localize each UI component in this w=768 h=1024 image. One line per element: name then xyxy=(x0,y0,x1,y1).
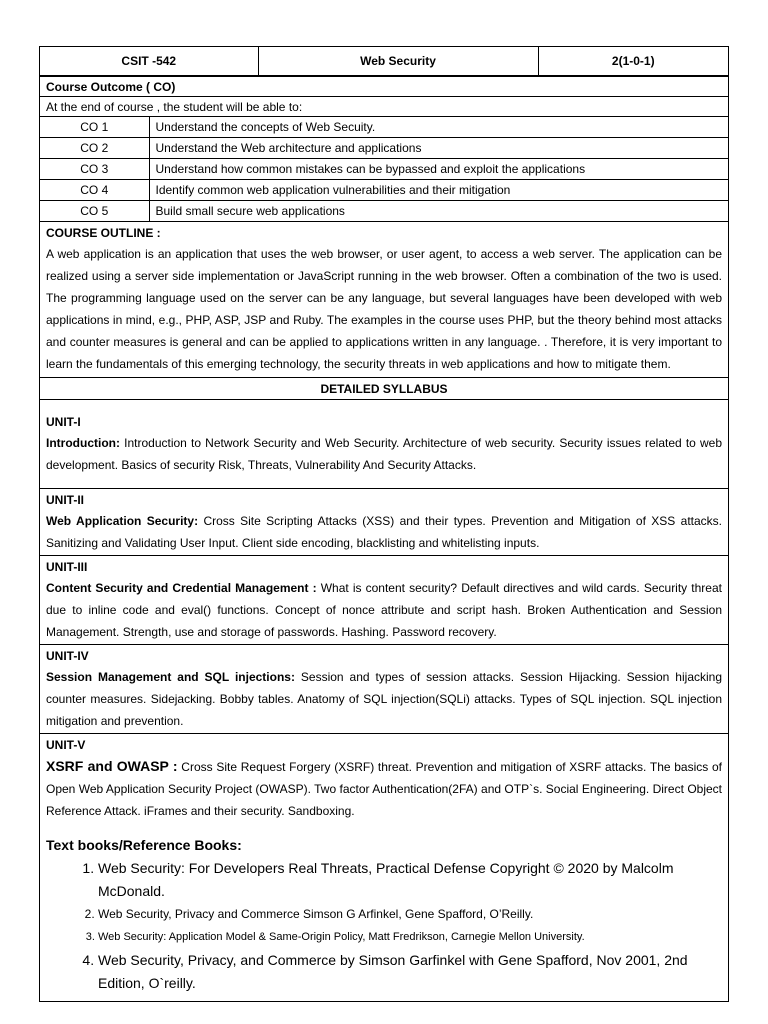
book-item: 2. Web Security, Privacy and Commerce Simson G Arfinkel, Gene Spafford, O’Reilly. xyxy=(98,903,722,926)
unit-title: UNIT-I xyxy=(46,415,81,429)
book-item: 1. Web Security: For Developers Real Threats, Practical Defense Copyright © 2020 by Malcolm McDonald. xyxy=(98,857,722,903)
unit-topic: XSRF and OWASP : xyxy=(46,758,178,774)
co-code: CO 4 xyxy=(40,180,149,201)
co-row xyxy=(40,180,728,201)
course-title: Web Security xyxy=(258,47,538,76)
course-outcome-table xyxy=(40,116,728,222)
course-outcome-heading: Course Outcome ( CO) xyxy=(40,76,728,96)
co-code: CO 1 xyxy=(40,117,149,138)
co-text: Understand how common mistakes can be bypassed and exploit the applications xyxy=(149,159,728,180)
unit-body xyxy=(46,755,722,822)
reference-books-list xyxy=(46,857,722,995)
unit-topic: Session Management and SQL injections: xyxy=(46,670,295,684)
unit-text: Session and types of session attacks. Session Hijacking. Session hijacking counter measures. Sidejacking. Bobby tables. Anatomy of SQL injection(SQLi) attacks. Types of SQL injection. SQL injection mitigation and prevention. xyxy=(46,670,723,728)
unit-section xyxy=(40,733,728,823)
unit-body xyxy=(46,577,722,643)
co-row xyxy=(40,159,728,180)
co-code: CO 5 xyxy=(40,201,149,222)
unit-topic: Web Application Security: xyxy=(46,514,199,528)
unit-section xyxy=(40,399,728,488)
unit-title: UNIT-V xyxy=(46,738,86,752)
book-item: 3. Web Security: Application Model & Same-Origin Policy, Matt Fredrikson, Carnegie Mellon University. xyxy=(98,926,722,949)
reference-books-heading: Text books/Reference Books: xyxy=(46,837,242,853)
unit-topic: Content Security and Credential Management : xyxy=(46,581,317,595)
co-text: Identify common web application vulnerabilities and their mitigation xyxy=(149,180,728,201)
co-row xyxy=(40,117,728,138)
book-item: 4. Web Security, Privacy, and Commerce by Simson Garfinkel with Gene Spafford, Nov 2001, 2nd Edition, O`reilly. xyxy=(98,949,722,995)
course-outline-heading: COURSE OUTLINE : xyxy=(46,226,161,240)
unit-section xyxy=(40,644,728,733)
unit-title: UNIT-III xyxy=(46,560,88,574)
unit-body xyxy=(46,510,722,554)
course-code: CSIT -542 xyxy=(40,47,258,76)
unit-topic: Introduction: xyxy=(46,436,120,450)
unit-text: What is content security? Default directives and wild cards. Security threat due to inline code and eval() functions. Concept of nonce attribute and script hash. Broken Authentication and Session Management. Strength, use and storage of passwords. Hashing. Password recovery. xyxy=(46,581,722,639)
unit-title: UNIT-II xyxy=(46,493,84,507)
co-code: CO 3 xyxy=(40,159,149,180)
course-credits: 2(1-0-1) xyxy=(538,47,728,76)
unit-text: Cross Site Request Forgery (XSRF) threat. Prevention and mitigation of XSRF attacks. The basics of Open Web Application Security Project (OWASP). Two factor Authentication(2FA) and OTP`s. Social Engineering. Direct Object Reference Attack. iFrames and their security. Sandboxing. xyxy=(46,760,722,818)
unit-text: Introduction to Network Security and Web Security. Architecture of web security. Security issues related to web development. Basics of security Risk, Threats, Vulnerability And Security Attacks. xyxy=(46,436,722,472)
co-text: Build small secure web applications xyxy=(149,201,728,222)
unit-title: UNIT-IV xyxy=(46,649,89,663)
course-outcome-intro: At the end of course , the student will be able to: xyxy=(40,96,728,116)
syllabus-document xyxy=(39,46,729,1002)
co-row xyxy=(40,201,728,222)
unit-body xyxy=(46,666,722,732)
course-header-table xyxy=(40,47,728,76)
co-text: Understand the Web architecture and applications xyxy=(149,138,728,159)
detailed-syllabus-heading: DETAILED SYLLABUS xyxy=(40,377,728,399)
unit-body xyxy=(46,432,722,476)
co-text: Understand the concepts of Web Secuity. xyxy=(149,117,728,138)
course-outline-section xyxy=(40,222,728,377)
unit-text: Cross Site Scripting Attacks (XSS) and their types. Prevention and Mitigation of XSS attacks. Sanitizing and Validating User Input. Client side encoding, blacklisting and whitelisting inputs. xyxy=(46,514,722,550)
co-row xyxy=(40,138,728,159)
reference-books-section xyxy=(40,823,728,1001)
co-code: CO 2 xyxy=(40,138,149,159)
course-outline-text: A web application is an application that uses the web browser, or user agent, to access a web server. The application can be realized using a server side implementation or JavaScript running in the web browser. Often a combination of the two is used. The programming language used on the server can be any language, but several languages have been developed with web applications in mind, e.g., PHP, ASP, JSP and Ruby. The examples in the course uses PHP, but the theory behind most attacks and counter measures is general and can be applied to applications written in any language. . Therefore, it is very important to learn the fundamentals of this emerging technology, the security threats in web applications and how to mitigate them. xyxy=(46,247,722,371)
unit-section xyxy=(40,555,728,644)
unit-section xyxy=(40,488,728,555)
